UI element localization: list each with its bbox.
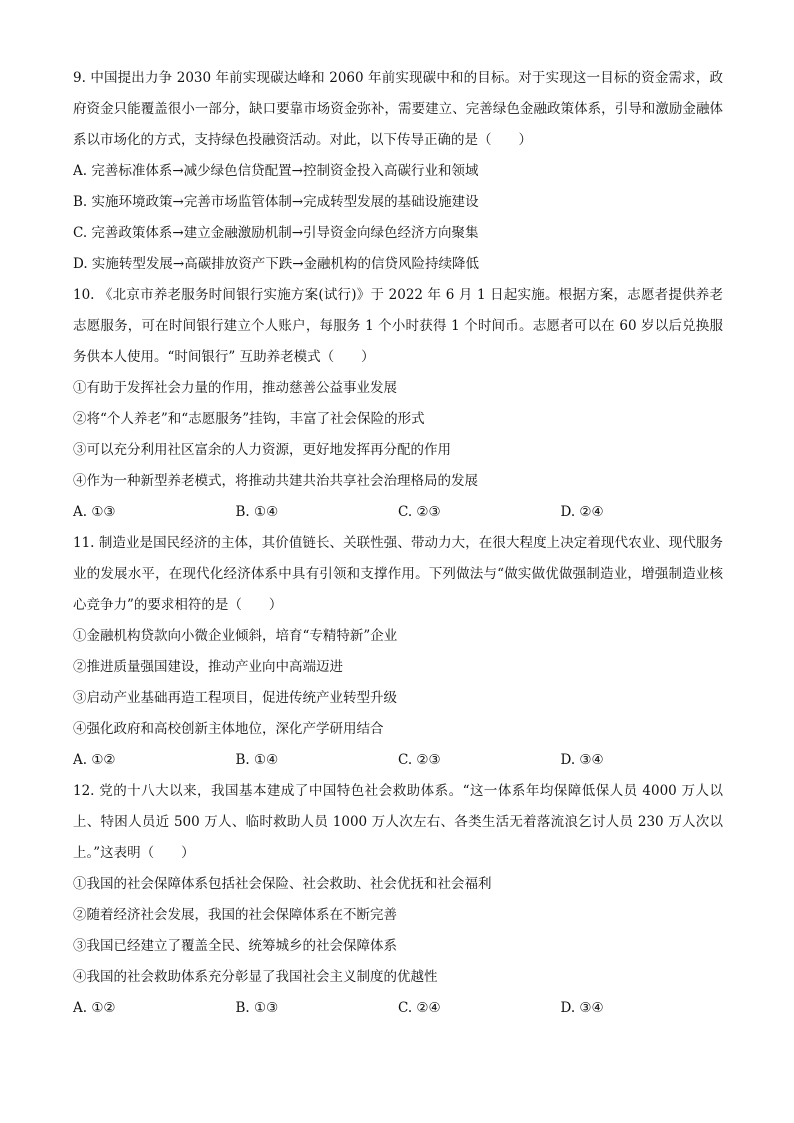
question-12-choice-b: B. ①③ [235, 1000, 279, 1016]
question-9-option-a: A. 完善标准体系→减少绿色信贷配置→控制资金投入高碳行业和领域 [73, 163, 479, 179]
question-9-stem: 9. 中国提出力争 2030 年前实现碳达峰和 2060 年前实现碳中和的目标。对于实现这一目标的资金需求，政府资金只能覆盖很小一部分，缺口要靠市场资金弥补，需要建立、完善绿色金融政策体系，引导和激励金融体系以市场化的方式，支持绿色投融资活动。对此，以下传导正确的是（ ） [73, 70, 723, 148]
question-9-option-c: C. 完善政策体系→建立金融激励机制→引导资金向绿色经济方向聚集 [73, 225, 479, 241]
question-11-statement-2: ②推进质量强国建设，推动产业向中高端迈进 [73, 659, 343, 675]
exam-page [73, 63, 723, 1024]
question-12-choices [73, 993, 723, 1024]
question-9-option-d: D. 实施转型发展→高碳排放资产下跌→金融机构的信贷风险持续降低 [73, 256, 480, 272]
question-11-choice-b: B. ①④ [235, 752, 279, 768]
question-12-statement-3: ③我国已经建立了覆盖全民、统筹城乡的社会保障体系 [73, 938, 397, 954]
question-12-statement-2: ②随着经济社会发展，我国的社会保障体系在不断完善 [73, 907, 397, 923]
question-10-choices [73, 497, 723, 528]
question-10-choice-b: B. ①④ [235, 504, 279, 520]
question-11-choices [73, 745, 723, 776]
question-11-choice-a: A. ①② [73, 752, 116, 768]
question-10-stem: 10. 《北京市养老服务时间银行实施方案(试行)》于 2022 年 6 月 1 日起实施。根据方案，志愿者提供养老志愿服务，可在时间银行建立个人账户，每服务 1 个小时获得 1 个时间币。志愿者可以在 60 岁以后兑换服务供本人使用。“时间银行” 互助养老模式（ ） [73, 287, 723, 365]
question-12-statement-1: ①我国的社会保障体系包括社会保险、社会救助、社会优抚和社会福利 [73, 876, 492, 892]
question-10-choice-c: C. ②③ [398, 504, 441, 520]
question-10-statement-4: ④作为一种新型养老模式，将推动共建共治共享社会治理格局的发展 [73, 473, 478, 489]
question-12-stem: 12. 党的十八大以来，我国基本建成了中国特色社会救助体系。“这一体系年均保障低保人员 4000 万人以上、特困人员近 500 万人、临时救助人员 1000 万人次左右、各类生活无着落流浪乞讨人员 230 万人次以上。”这表明（ ） [73, 783, 723, 861]
question-11-stem: 11. 制造业是国民经济的主体，其价值链长、关联性强、带动力大，在很大程度上决定着现代农业、现代服务业的发展水平，在现代化经济体系中具有引领和支撑作用。下列做法与“做实做优做强制造业，增强制造业核心竞争力”的要求相符的是（ ） [73, 535, 723, 613]
question-11-choice-c: C. ②③ [398, 752, 441, 768]
question-12-statement-4: ④我国的社会救助体系充分彰显了我国社会主义制度的优越性 [73, 969, 438, 985]
question-10-choice-d: D. ②④ [560, 504, 604, 520]
question-10-statement-3: ③可以充分利用社区富余的人力资源，更好地发挥再分配的作用 [73, 442, 451, 458]
question-11-statement-4: ④强化政府和高校创新主体地位，深化产学研用结合 [73, 721, 384, 737]
question-12-choice-d: D. ③④ [560, 1000, 604, 1016]
question-11-statement-1: ①金融机构贷款向小微企业倾斜，培育“专精特新”企业 [73, 628, 398, 644]
question-12-choice-a: A. ①② [73, 1000, 116, 1016]
question-11-choice-d: D. ③④ [560, 752, 604, 768]
question-12-choice-c: C. ②④ [398, 1000, 441, 1016]
question-10-statement-1: ①有助于发挥社会力量的作用，推动慈善公益事业发展 [73, 380, 397, 396]
question-10-statement-2: ②将“个人养老”和“志愿服务”挂钩，丰富了社会保险的形式 [73, 411, 425, 427]
question-11-statement-3: ③启动产业基础再造工程项目，促进传统产业转型升级 [73, 690, 397, 706]
question-9-option-b: B. 实施环境政策→完善市场监管体制→完成转型发展的基础设施建设 [73, 194, 479, 210]
question-10-choice-a: A. ①③ [73, 504, 116, 520]
